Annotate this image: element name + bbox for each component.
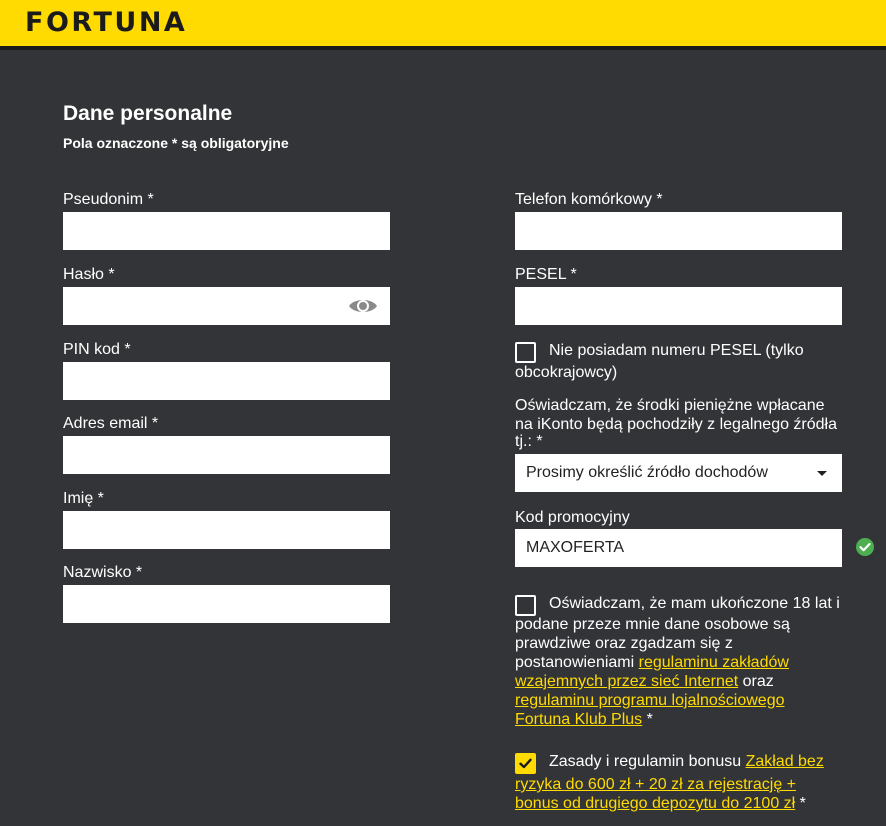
password-input[interactable] bbox=[63, 287, 390, 325]
check-icon bbox=[518, 756, 533, 771]
page-title: Dane personalne bbox=[63, 102, 233, 125]
age-consent-line5 bbox=[515, 672, 774, 691]
phone-label: Telefon komórkowy * bbox=[515, 191, 663, 208]
no-pesel-checkbox[interactable] bbox=[515, 342, 536, 363]
income-source-text-line1: Oświadczam, że środki pieniężne wpłacane bbox=[515, 397, 825, 414]
no-pesel-label-line1: Nie posiadam numeru PESEL (tylko bbox=[549, 342, 804, 359]
bonus-rules-line3 bbox=[515, 794, 806, 813]
pesel-input[interactable] bbox=[515, 287, 842, 325]
pseudonim-label: Pseudonim * bbox=[63, 191, 154, 208]
age-consent-checkbox[interactable] bbox=[515, 595, 536, 616]
bonus-rules-link-part1[interactable]: Zakład bez bbox=[745, 753, 824, 770]
pin-label: PIN kod * bbox=[63, 341, 131, 358]
email-label: Adres email * bbox=[63, 415, 159, 432]
promo-code-label: Kod promocyjny bbox=[515, 509, 630, 526]
age-consent-line4 bbox=[515, 653, 789, 672]
last-name-input[interactable] bbox=[63, 585, 390, 623]
required-fields-note: Pola oznaczone * są obligatoryjne bbox=[63, 135, 289, 151]
check-circle-icon bbox=[856, 538, 874, 556]
pesel-label: PESEL * bbox=[515, 266, 577, 283]
first-name-label: Imię * bbox=[63, 490, 104, 507]
email-input[interactable] bbox=[63, 436, 390, 474]
pseudonim-input[interactable] bbox=[63, 212, 390, 250]
chevron-down-icon bbox=[817, 471, 827, 476]
loyalty-rules-link-part1[interactable]: regulaminu programu lojalnościowego bbox=[515, 692, 785, 709]
age-consent-asterisk: * bbox=[642, 711, 653, 728]
age-consent-line6 bbox=[515, 691, 784, 710]
bonus-rules-link-part3[interactable]: bonus od drugiego depozytu do 2100 zł bbox=[515, 795, 796, 812]
income-source-text-line3: tj.: * bbox=[515, 433, 543, 450]
income-source-text-line2: na iKonto będą pochodziły z legalnego źródła bbox=[515, 416, 838, 433]
promo-code-input[interactable] bbox=[515, 529, 842, 567]
loyalty-rules-link-part2[interactable]: Fortuna Klub Plus bbox=[515, 711, 643, 728]
no-pesel-label-line2: obcokrajowcy) bbox=[515, 364, 618, 381]
pin-input[interactable] bbox=[63, 362, 390, 400]
age-consent-line4-text: postanowieniami bbox=[515, 654, 639, 671]
age-consent-line3: prawdziwe oraz zgadzam się z bbox=[515, 635, 733, 652]
fortuna-logo[interactable]: FORTUNA bbox=[25, 7, 188, 38]
top-bar bbox=[0, 0, 886, 50]
bonus-rules-text: Zasady i regulamin bonusu bbox=[549, 753, 746, 770]
phone-input[interactable] bbox=[515, 212, 842, 250]
income-source-select[interactable] bbox=[515, 454, 842, 492]
bonus-rules-asterisk: * bbox=[795, 795, 806, 812]
bonus-rules-link-part2[interactable]: ryzyka do 600 zł + 20 zł za rejestrację + bbox=[515, 776, 797, 793]
last-name-label: Nazwisko * bbox=[63, 564, 143, 581]
show-password-icon[interactable] bbox=[348, 295, 378, 317]
betting-rules-link-part2[interactable]: wzajemnych przez sieć Internet bbox=[515, 673, 739, 690]
betting-rules-link-part1[interactable]: regulaminu zakładów bbox=[638, 654, 789, 671]
age-consent-line7 bbox=[515, 710, 653, 729]
bonus-rules-line2 bbox=[515, 775, 796, 794]
age-consent-line2: podane przeze mnie dane osobowe są bbox=[515, 616, 790, 633]
bonus-rules-checkbox[interactable] bbox=[515, 753, 536, 774]
age-consent-oraz: oraz bbox=[738, 673, 774, 690]
bonus-rules-line1 bbox=[549, 752, 824, 771]
password-label: Hasło * bbox=[63, 266, 115, 283]
first-name-input[interactable] bbox=[63, 511, 390, 549]
income-source-selected: Prosimy określić źródło dochodów bbox=[526, 464, 768, 481]
age-consent-line1: Oświadczam, że mam ukończone 18 lat i bbox=[549, 595, 840, 612]
